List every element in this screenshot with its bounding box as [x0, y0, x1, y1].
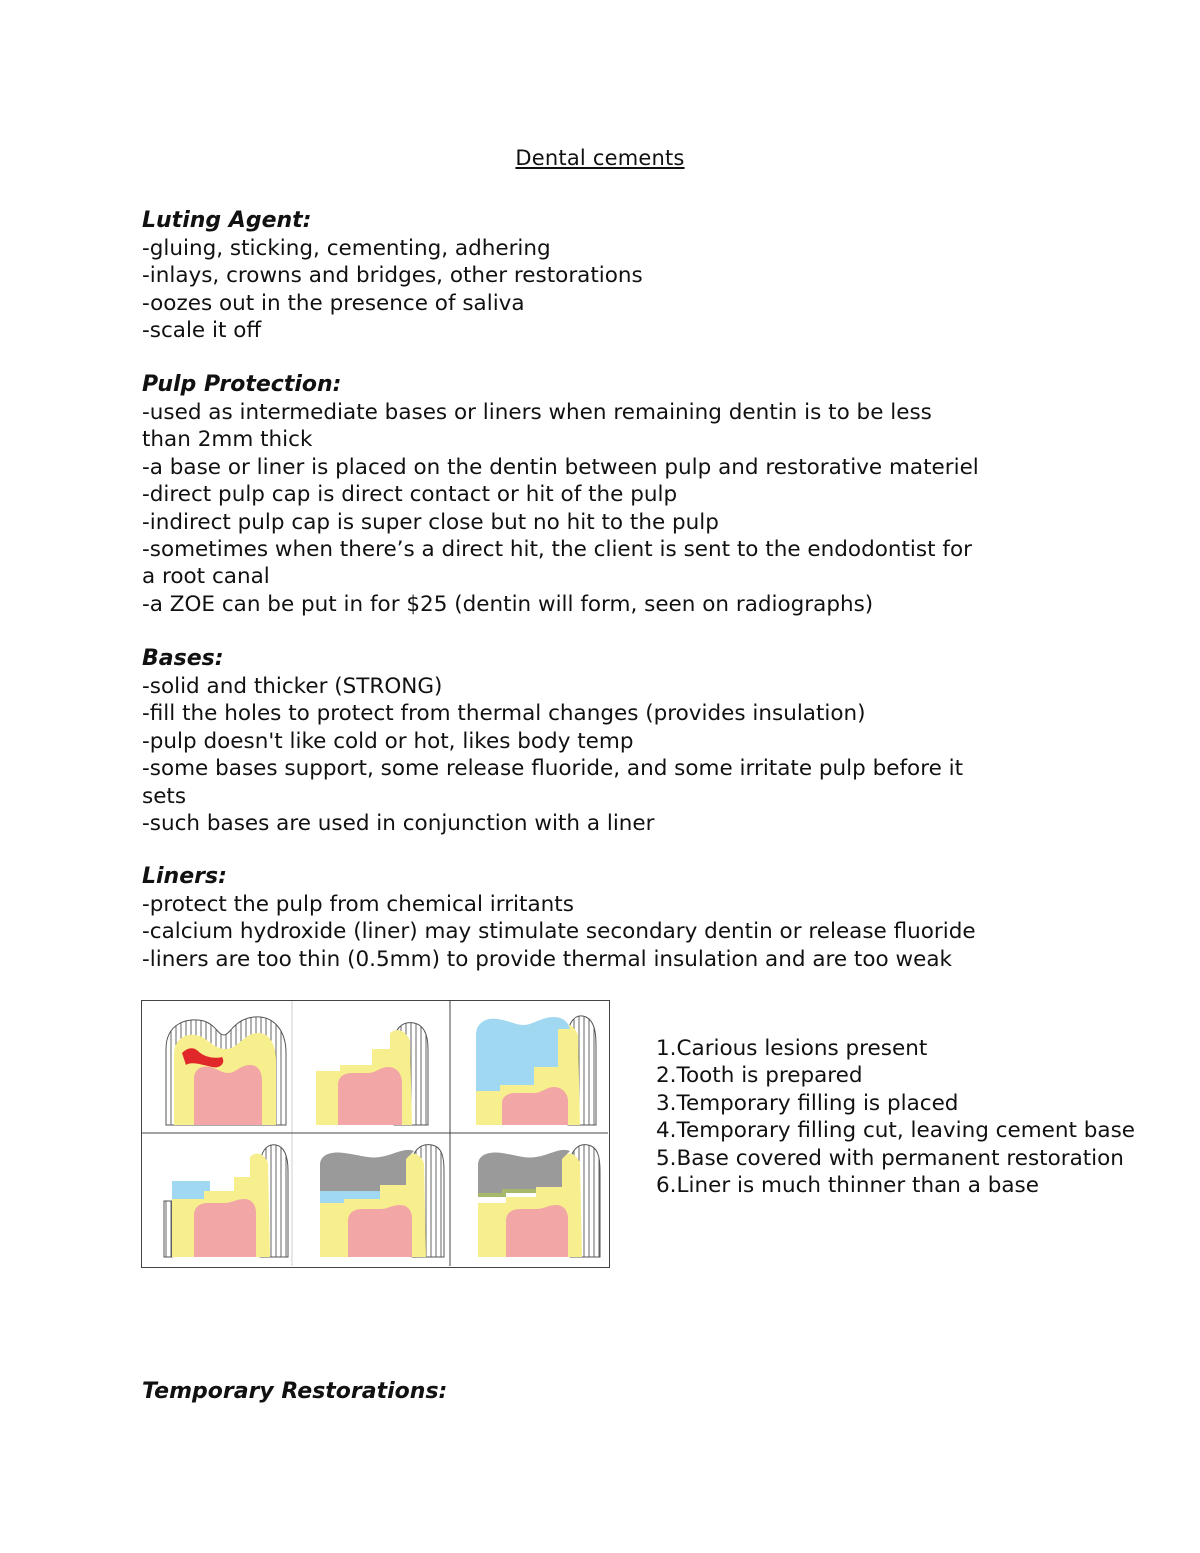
- luting-agent-section: [142, 207, 1072, 345]
- pulp-region: [506, 1205, 568, 1257]
- liners-line: -liners are too thin (0.5mm) to provide thermal insulation and are too weak: [142, 946, 952, 972]
- bases-line: -some bases support, some release fluoride, and some irritate pulp before it: [142, 756, 964, 782]
- bases-line: sets: [142, 783, 187, 809]
- tooth-panel-liner: [478, 1145, 600, 1257]
- bases-section: [142, 645, 1072, 837]
- step-item: 6.Liner is much thinner than a base: [656, 1173, 1039, 1199]
- tooth-restoration-figure: [141, 1000, 610, 1268]
- liners-section: [142, 863, 1072, 973]
- liners-heading: Liners:: [142, 864, 227, 889]
- tooth-panel-permanent: [320, 1145, 444, 1257]
- bases-line: -fill the holes to protect from thermal changes (provides insulation): [142, 701, 866, 727]
- luting-line: -oozes out in the presence of saliva: [142, 290, 525, 316]
- luting-agent-heading: Luting Agent:: [142, 208, 312, 233]
- tooth-panel-prepared: [316, 1023, 428, 1125]
- bases-heading: Bases:: [142, 646, 224, 671]
- permanent-region: [320, 1150, 414, 1191]
- pulp-line: -indirect pulp cap is super close but no hit to the pulp: [142, 509, 719, 535]
- step-item: 3.Temporary filling is placed: [656, 1090, 959, 1116]
- luting-line: -gluing, sticking, cementing, adhering: [142, 236, 551, 261]
- pulp-line: a root canal: [142, 564, 270, 590]
- permanent-region: [478, 1150, 570, 1193]
- tooth-panel-temporary: [476, 1016, 596, 1125]
- pulp-line: -sometimes when there’s a direct hit, the client is sent to the endodontist for: [142, 537, 972, 563]
- pulp-line: -used as intermediate bases or liners when remaining dentin is to be less: [142, 400, 932, 425]
- page-title: Dental cements: [515, 146, 685, 170]
- bases-line: -solid and thicker (STRONG): [142, 674, 443, 699]
- liners-line: -calcium hydroxide (liner) may stimulate secondary dentin or release fluoride: [142, 919, 976, 945]
- step-item: 1.Carious lesions present: [656, 1036, 928, 1061]
- pulp-protection-heading: Pulp Protection:: [142, 372, 342, 397]
- pulp-line: than 2mm thick: [142, 427, 313, 453]
- temporary-restorations-section: [142, 1378, 1072, 1406]
- pulp-line: -direct pulp cap is direct contact or hit of the pulp: [142, 482, 678, 508]
- tooth-panel-cement-base: [164, 1145, 288, 1257]
- liners-line: -protect the pulp from chemical irritants: [142, 892, 574, 917]
- pulp-region: [338, 1067, 402, 1125]
- luting-line: -inlays, crowns and bridges, other restorations: [142, 263, 643, 289]
- luting-line: -scale it off: [142, 318, 262, 344]
- tooth-panel-carious: [166, 1017, 286, 1125]
- pulp-region: [348, 1205, 412, 1257]
- tooth-diagram-grid: [142, 1001, 608, 1266]
- temporary-restorations-heading: Temporary Restorations:: [142, 1379, 448, 1404]
- pulp-line: -a ZOE can be put in for $25 (dentin will form, seen on radiographs): [142, 591, 874, 617]
- pulp-protection-section: [142, 371, 1072, 618]
- figure-steps-list: [656, 1035, 1135, 1199]
- step-item: 4.Temporary filling cut, leaving cement base: [656, 1118, 1136, 1144]
- step-item: 2.Tooth is prepared: [656, 1063, 863, 1089]
- enamel-region: [164, 1201, 172, 1257]
- bases-line: -such bases are used in conjunction with a liner: [142, 811, 655, 837]
- pulp-line: -a base or liner is placed on the dentin between pulp and restorative materiel: [142, 454, 979, 480]
- pulp-region: [194, 1199, 256, 1257]
- step-item: 5.Base covered with permanent restoration: [656, 1145, 1124, 1171]
- pulp-region: [194, 1065, 262, 1125]
- bases-line: -pulp doesn't like cold or hot, likes body temp: [142, 728, 634, 754]
